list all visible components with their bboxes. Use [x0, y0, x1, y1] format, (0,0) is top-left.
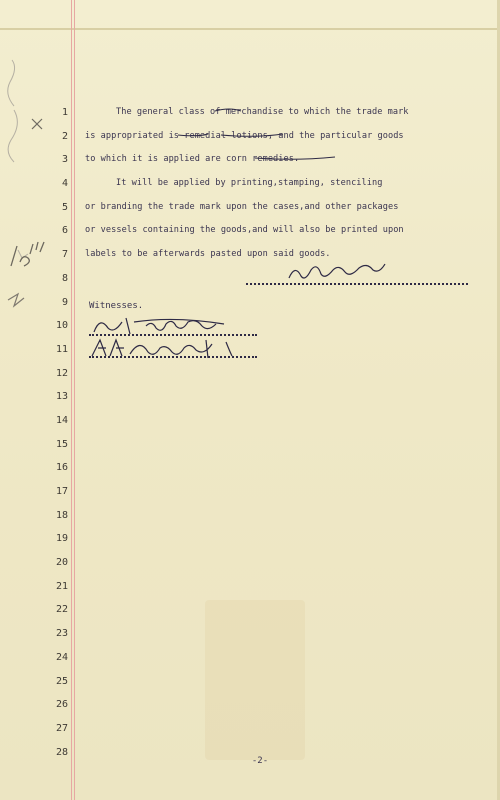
line-number: 28	[55, 746, 68, 758]
line-number: 25	[55, 675, 68, 687]
witness-line	[89, 356, 257, 358]
line-number: 21	[55, 580, 68, 592]
line-number: 15	[55, 438, 68, 450]
body-line: is appropriated is remedial lotions, and the particular goods	[85, 130, 404, 141]
body-line: labels to be afterwards pasted upon said goods.	[85, 249, 331, 260]
body-line: to which it is applied are corn remedies.	[85, 154, 300, 165]
line-number: 2	[61, 130, 68, 142]
line-number: 7	[61, 249, 68, 261]
faded-stamp-area	[205, 600, 305, 760]
body-line: or branding the trade mark upon the cases,and other packages	[85, 201, 399, 212]
body-line: It will be applied by printing,stamping, stenciling	[116, 178, 383, 189]
line-number: 20	[55, 557, 68, 569]
line-number: 27	[55, 722, 68, 734]
paper-fold	[0, 28, 500, 30]
line-number: 6	[61, 225, 68, 237]
line-number: 4	[61, 178, 68, 190]
line-number: 22	[55, 604, 68, 616]
line-number: 16	[55, 462, 68, 474]
line-number: 13	[55, 391, 68, 403]
line-number: 14	[55, 414, 68, 426]
line-number: 23	[55, 628, 68, 640]
witnesses-label: Witnesses.	[89, 301, 144, 311]
witness-signature-1	[86, 312, 266, 336]
line-number: 26	[55, 699, 68, 711]
line-number: 24	[55, 651, 68, 663]
underline-marks	[0, 100, 500, 300]
line-number: 11	[55, 343, 68, 355]
line-number: 9	[61, 296, 68, 308]
line-number: 19	[55, 533, 68, 545]
line-number: 3	[61, 154, 68, 166]
line-number: 5	[61, 201, 68, 213]
line-number: 12	[55, 367, 68, 379]
line-number: 17	[55, 486, 68, 497]
line-number: 1	[61, 107, 68, 118]
body-line: or vessels containing the goods,and will also be printed upon	[85, 225, 404, 236]
line-number: 8	[61, 272, 68, 284]
signature-line	[246, 283, 468, 285]
body-line: The general class of merchandise to which the trade mark	[116, 107, 409, 117]
applicant-signature	[285, 260, 415, 284]
line-number: 18	[55, 509, 68, 521]
line-number: 10	[55, 320, 68, 332]
page-number: -2-	[251, 756, 269, 766]
